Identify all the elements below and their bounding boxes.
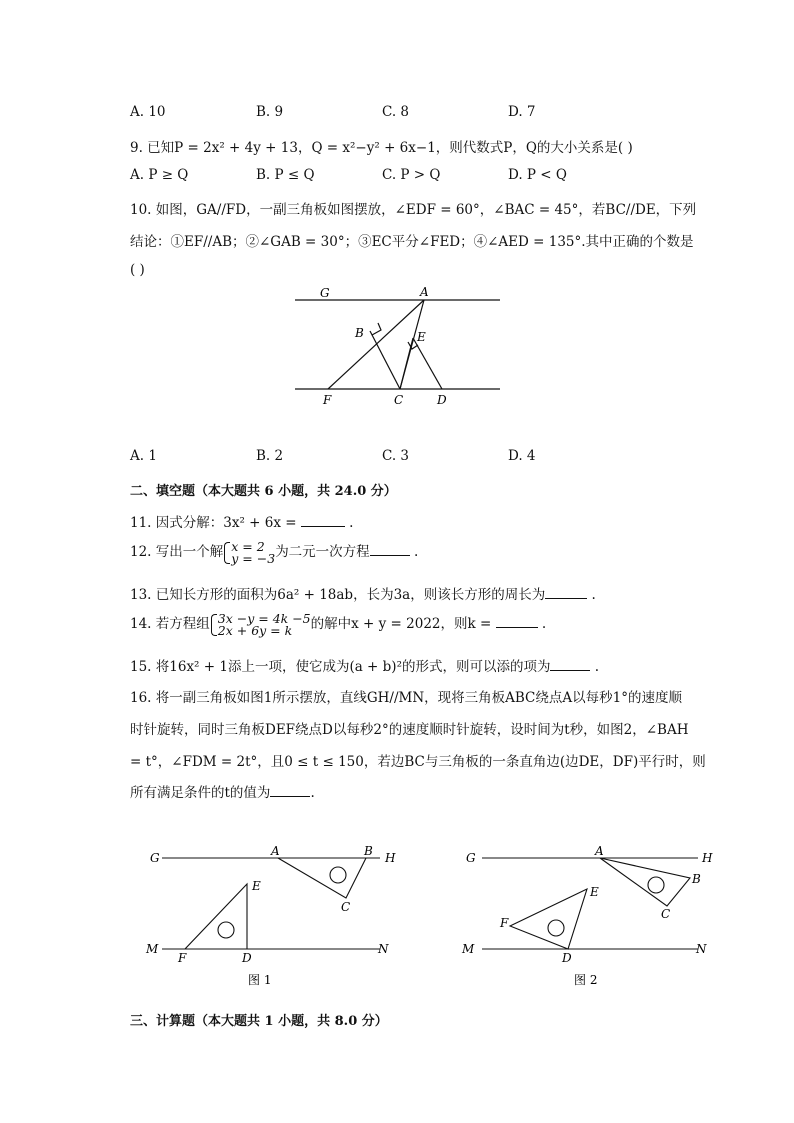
q8-option-d: D. 7 — [508, 104, 536, 120]
fig1-g: G — [150, 851, 160, 865]
q10-line2: 结论：①EF//AB；②∠GAB = 30°；③EC平分∠FED；④∠AED = 135°.其中正确的个数是 — [130, 234, 694, 250]
q14-end: . — [541, 616, 547, 632]
figure-1 — [140, 838, 400, 988]
fig1-h: H — [385, 851, 396, 865]
q16-line4 — [130, 781, 315, 801]
fig2-e: E — [590, 885, 599, 899]
fig1-b: B — [364, 844, 373, 858]
q16-blank — [270, 784, 310, 797]
fig2-n: N — [696, 942, 707, 956]
q11-blank — [301, 514, 345, 527]
q14-system — [210, 610, 311, 638]
label-f: F — [323, 393, 332, 407]
q16-line1: 16. 将一副三角板如图1所示摆放，直线GH//MN，现将三角板ABC绕点A以每秒1°的速度顺 — [130, 690, 682, 706]
q15 — [130, 655, 599, 675]
q12-eq1: x = 2 — [231, 538, 265, 554]
label-a: A — [420, 285, 429, 299]
q13-text: 13. 已知长方形的面积为6a² + 18ab，长为3a，则该长方形的周长为 — [130, 587, 546, 603]
q12-suffix: 为二元一次方程 — [275, 544, 370, 560]
q12-blank — [370, 543, 410, 556]
q10-figure — [290, 282, 510, 410]
section-3-heading: 三、计算题（本大题共 1 小题，共 8.0 分） — [130, 1014, 388, 1029]
q10-option-a: A. 1 — [130, 448, 157, 464]
q12-eq2: y = −3 — [231, 550, 276, 566]
fig1-caption: 图 1 — [248, 973, 272, 987]
q15-end: . — [594, 659, 600, 675]
fig1-d: D — [242, 951, 252, 965]
q8-option-a: A. 10 — [130, 104, 166, 120]
fig2-caption: 图 2 — [574, 973, 598, 987]
q13-end: . — [591, 587, 596, 603]
fig1-n: N — [378, 942, 389, 956]
fig1-c: C — [341, 900, 351, 914]
q10-line1: 10. 如图，GA//FD，一副三角板如图摆放，∠EDF = 60°，∠BAC = 45°，若BC//DE，下列 — [130, 202, 697, 218]
q11-text: 11. 因式分解：3x² + 6x = — [130, 515, 301, 531]
q14-eq1: 3x −y = 4k −5 — [217, 610, 311, 626]
q12-end: . — [413, 544, 419, 560]
q11-end: . — [349, 515, 354, 531]
fig2-a: A — [595, 844, 604, 858]
q8-option-c: C. 8 — [382, 104, 410, 120]
fig2-g: G — [466, 851, 476, 865]
q11 — [130, 511, 353, 531]
fig1-f: F — [178, 951, 187, 965]
fig1-a: A — [271, 844, 280, 858]
q16-line4-text: 所有满足条件的t的值为 — [130, 785, 271, 801]
label-b: B — [355, 326, 364, 340]
section-2-heading: 二、填空题（本大题共 6 小题，共 24.0 分） — [130, 484, 397, 499]
q14-blank — [496, 615, 538, 628]
fig2-h: H — [702, 851, 713, 865]
q9-option-d: D. P < Q — [508, 167, 567, 183]
fig1-m: M — [146, 942, 159, 956]
q10-line3: ( ) — [130, 262, 145, 278]
label-g: G — [320, 286, 330, 300]
q16-line2: 时针旋转，同时三角板DEF绕点D以每秒2°的速度顺时针旋转，设时间为t秒，如图2，∠BAH — [130, 722, 689, 738]
q12 — [130, 540, 418, 565]
q13-blank — [545, 586, 587, 599]
q10-option-b: B. 2 — [256, 448, 284, 464]
q13 — [130, 583, 596, 603]
q16-line3: = t°，∠FDM = 2t°，且0 ≤ t ≤ 150，若边BC与三角板的一条直角边(边DE，DF)平行时，则 — [130, 754, 706, 770]
q14-mid: 的解中x + y = 2022，则k = — [310, 616, 496, 632]
fig2-c: C — [661, 907, 671, 921]
q9-option-a: A. P ≥ Q — [130, 167, 189, 183]
label-e: E — [417, 330, 426, 344]
q12-text: 12. 写出一个解 — [130, 544, 224, 560]
q9-option-c: C. P > Q — [382, 167, 441, 183]
fig1-e: E — [252, 879, 261, 893]
q10-option-d: D. 4 — [508, 448, 536, 464]
figure-2 — [460, 838, 730, 988]
q10-option-c: C. 3 — [382, 448, 410, 464]
q12-system — [223, 538, 276, 566]
q15-text: 15. 将16x² + 1添上一项，使它成为(a + b)²的形式，则可以添的项为 — [130, 659, 551, 675]
q14-eq2: 2x + 6y = k — [217, 622, 293, 638]
fig2-d: D — [562, 951, 572, 965]
q16-end: . — [310, 785, 315, 801]
label-d: D — [437, 393, 447, 407]
q9-option-b: B. P ≤ Q — [256, 167, 315, 183]
q14-text: 14. 若方程组 — [130, 616, 210, 632]
q8-option-b: B. 9 — [256, 104, 284, 120]
fig2-f: F — [500, 916, 509, 930]
fig2-m: M — [462, 942, 475, 956]
fig2-b: B — [692, 872, 701, 886]
label-c: C — [394, 393, 404, 407]
q15-blank — [550, 658, 590, 671]
q9-text: 9. 已知P = 2x² + 4y + 13，Q = x²−y² + 6x−1，则代数式P，Q的大小关系是( ) — [130, 140, 633, 156]
q14 — [130, 612, 546, 637]
